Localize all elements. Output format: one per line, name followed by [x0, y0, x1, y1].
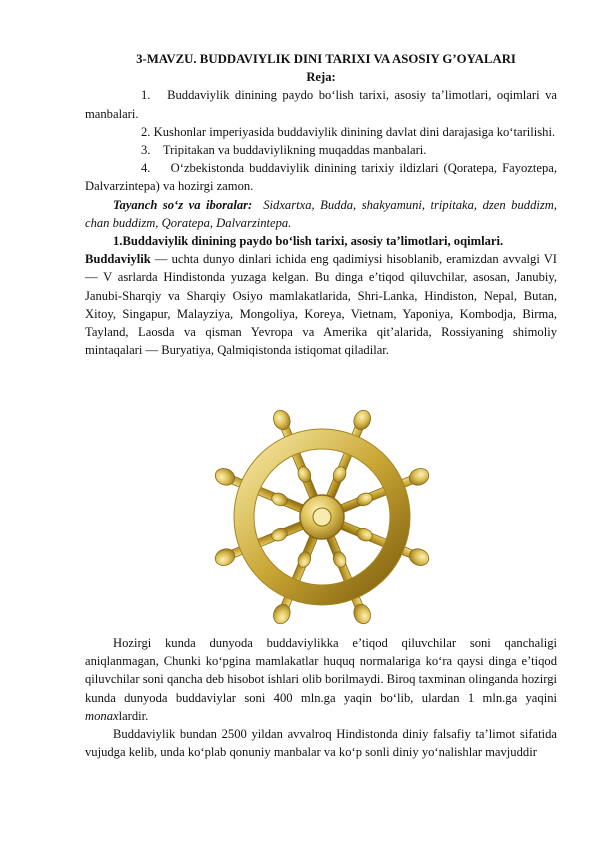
plan-item-text: O‘zbekistonda buddaviylik dinining tarixiy ildizlari (Qoratepa, Fayoztepa, Dalvarzintepa) va hozirgi zamon.: [85, 161, 558, 194]
section-term: Buddaviylik: [85, 252, 151, 267]
plan-item: [85, 141, 557, 159]
paragraph-text: Hozirgi kunda dunyoda buddaviylikka e’tiqod qiluvchilar soni qanchaligi aniqlanmagan, Chunki ko‘pgina mamlakatlar huquq normalariga ko‘ra qaysi dinga e’tiqod qiluvchilar soni qancha deb hisobot ishlari olib borilmaydi. Biroq taxminan olinganda hozirgi kunda dunyoda buddaviylar soni 400 mln.ga yaqin bo‘lib, ulardan 1 mln.ga yaqini: [85, 636, 557, 705]
plan-item-text: Kushonlar imperiyasida buddaviylik dinining davlat dini darajasiga ko‘tarilishi.: [153, 124, 556, 139]
plan-item-number: 1.: [141, 88, 151, 103]
paragraph: [85, 634, 557, 725]
plan-item: [85, 123, 557, 141]
lower-text: [85, 634, 557, 761]
plan-item-text: Buddaviylik dinining paydo bo‘lish tarixi, asosiy ta’limotlari, oqimlari va manbalari.: [85, 88, 558, 121]
section-body: [85, 250, 557, 359]
page-title: 3-MAVZU. BUDDAVIYLIK DINI TARIXI VA ASOSIY G’OYALARI: [136, 52, 516, 66]
plan-item: [85, 86, 557, 122]
paragraph-italic: monax: [85, 708, 119, 723]
keywords-list: Sidxartxa, Budda, shakyamuni, tripitaka, dzen buddizm, chan buddizm, Qoratepa, Dalvarzintepa.: [85, 197, 558, 230]
paragraph-text: lardir.: [118, 708, 149, 723]
plan-item-number: 2.: [141, 124, 151, 139]
dharma-wheel-image: [205, 400, 439, 634]
plan-item-number: 3.: [141, 143, 151, 158]
plan-item-text: Tripitakan va buddaviylikning muqaddas manbalari.: [162, 143, 427, 158]
keywords-lead: Tayanch so‘z va iboralar:: [113, 197, 253, 212]
document-page: [85, 50, 557, 359]
keywords-paragraph: [85, 196, 557, 232]
section-heading: 1.Buddaviylik dinining paydo bo‘lish tarixi, asosiy ta’limotlari, oqimlari.: [113, 234, 504, 249]
plan-item: [85, 159, 557, 195]
paragraph: Buddaviylik bundan 2500 yildan avvalroq Hindistonda diniy falsafiy ta’limot sifatida vujudga kelib, unda ko‘plab qonuniy manbalar va ko‘p sonli diniy yo‘nalishlar mavjuddir: [85, 727, 557, 760]
plan-label: Reja:: [306, 70, 336, 85]
section-text: — uchta dunyo dinlari ichida eng qadimiysi hisoblanib, eramizdan avvalgi VI — V asrlarda Hindistonda yuzaga kelgan. Bu dinga e’tiqod qiluvchilar, asosan, Janubiy, Janubi-Sharqiy va Sharqiy Osiyo mamlakatlarida, Shri-Lanka, Hindiston, Nepal, Butan, Xitoy, Singapur, Malayziya, Mongoliya, Koreya, Vietnam, Yaponiya, Kombodja, Birma, Tayland, Laosda va qisman Yevropa va Amerika qit’alarida, Rossiyaning shimoliy mintaqalari — Buryatiya, Qalmiqistonda istiqomat qiladilar.: [85, 252, 557, 358]
plan-item-number: 4.: [141, 161, 151, 176]
dharma-wheel-icon: [205, 400, 439, 634]
